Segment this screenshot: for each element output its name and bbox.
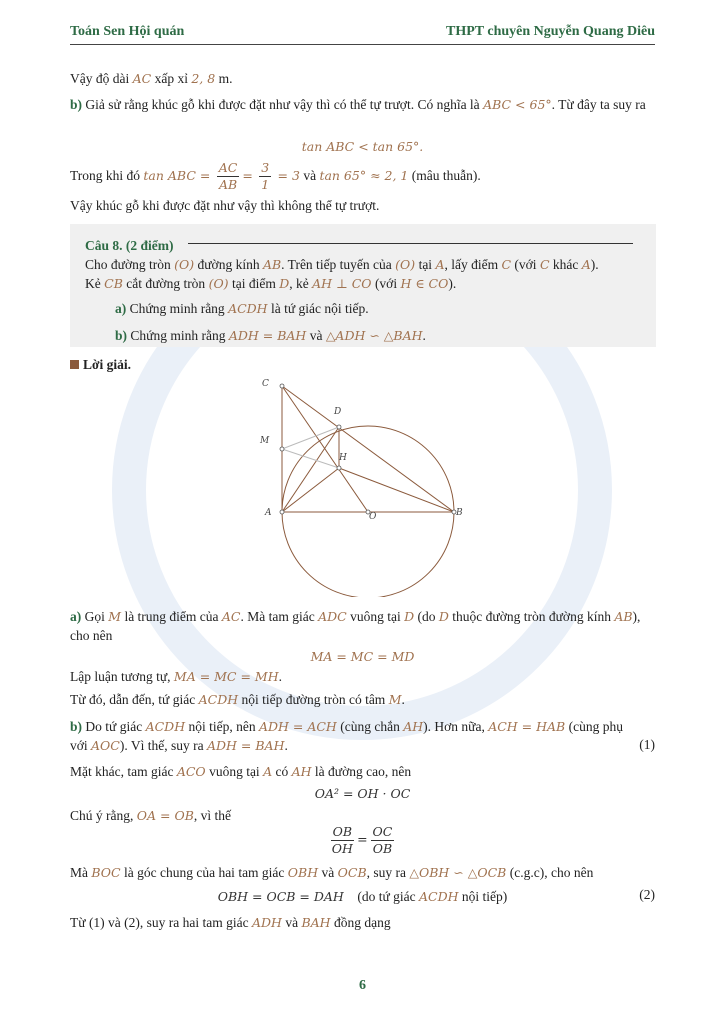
para-conclusion-b: Vậy khúc gỗ khi được đặt như vậy thì không thể tự trượt. <box>70 198 380 213</box>
point-c <box>280 384 284 388</box>
label-a: A <box>265 508 272 518</box>
label-d: D <box>334 407 342 417</box>
equation-ratio: $\frac{OB}{OH}$ = $\frac{OC}{OB}$ <box>331 824 393 856</box>
para-length <box>70 69 655 88</box>
geometry-figure <box>250 372 480 597</box>
solution-part-a: a) Gọi M là trung điểm của AC. Mà tam giác ADC vuông tại D (do D thuộc đường tròn đường kính AB), cho nên <box>70 609 641 643</box>
text: m. <box>215 71 233 86</box>
para-note: Chú ý rằng, OA = OB, vì thế <box>70 808 232 823</box>
numerator: 3 <box>261 160 270 176</box>
solution-square-icon <box>70 360 79 369</box>
denominator: 1 <box>261 177 270 193</box>
equation-tan <box>70 137 655 156</box>
math: tan ABC < tan 65°. <box>301 139 424 154</box>
question-part-b: b) Chứng minh rằng ADH = BAH và △ADH ∽ △BAH. <box>115 328 426 343</box>
denominator: AB <box>218 177 238 193</box>
segment-mh <box>282 449 339 468</box>
equation-number-2: (2) <box>639 887 655 902</box>
segment-hb <box>339 468 454 512</box>
para-part-b <box>70 95 655 114</box>
fraction <box>259 160 271 193</box>
solution-part-b: b) Do tứ giác ACDH nội tiếp, nên ADH = ACH (cùng chắn AH). Hơn nữa, ACH = HAB (cùng phụ với AOC). Vì thế, suy ra ADH = BAH. <box>70 719 623 753</box>
equation-number-1: (1) <box>639 737 655 752</box>
label-b: B <box>456 508 463 518</box>
fraction: $\frac{OC}{OB}$ <box>372 824 393 856</box>
math: = 3 <box>277 168 300 183</box>
numerator: AC <box>218 160 238 176</box>
para-common-angle: Mà BOC là góc chung của hai tam giác OBH và OCB, suy ra △OBH ∽ △OCB (c.g.c), cho nên <box>70 865 594 880</box>
label-c: C <box>262 379 269 389</box>
label-m: M <box>260 436 270 446</box>
text: xấp xỉ <box>151 71 192 86</box>
question-part-a: a) Chứng minh rằng ACDH là tứ giác nội tiếp. <box>115 301 369 316</box>
point-a <box>280 510 284 514</box>
question-content <box>85 236 635 345</box>
text: (mâu thuẫn). <box>408 168 481 183</box>
label-o: O <box>369 512 377 522</box>
text: Vậy độ dài <box>70 71 133 86</box>
text: . Từ đây ta suy ra <box>551 97 646 112</box>
header-right: THPT chuyên Nguyễn Quang Diêu <box>445 24 655 39</box>
para-contradiction <box>70 158 655 194</box>
equation-oa: OA² = OH · OC <box>314 786 411 801</box>
part-label: b) <box>70 97 83 112</box>
fraction: $\frac{OB}{OH}$ <box>331 824 353 856</box>
point-m <box>280 447 284 451</box>
label-h: H <box>339 453 347 463</box>
para-right-triangle: Mặt khác, tam giác ACO vuông tại A có AH là đường cao, nên <box>70 764 412 779</box>
math: 2, 8 <box>191 71 216 86</box>
math: tan 65° ≈ 2, 1 <box>319 168 409 183</box>
math: = <box>242 168 253 183</box>
equation-obh: OBH = OCB = DAH (do tứ giác ACDH nội tiếp) <box>217 889 508 904</box>
fraction <box>217 160 240 193</box>
text: và <box>299 168 320 183</box>
math: ABC < 65° <box>483 97 552 112</box>
point-d <box>337 425 341 429</box>
segment-cb <box>282 386 454 512</box>
text: Giả sử rằng khúc gỗ khi được đặt như vậy thì có thể tự trượt. Có nghĩa là <box>82 97 484 112</box>
math: AC <box>132 71 152 86</box>
point-h <box>337 466 341 470</box>
math: tan ABC = <box>143 168 211 183</box>
segment-ad <box>282 427 339 512</box>
para-final: Từ (1) và (2), suy ra hai tam giác ADH và BAH đồng dạng <box>70 915 391 930</box>
question-line2: Kẻ CB cắt đường tròn (O) tại điểm D, kẻ AH ⊥ CO (với H ∈ CO). <box>85 276 457 291</box>
segment-md <box>282 427 339 449</box>
question-title: Câu 8. (2 điểm) <box>85 238 178 253</box>
page-number: 6 <box>359 978 366 993</box>
equation-ma: MA = MC = MD <box>310 649 415 664</box>
text: Trong khi đó <box>70 168 144 183</box>
question-line1: Cho đường tròn (O) đường kính AB. Trên tiếp tuyến của (O) tại A, lấy điểm C (với C khác A). <box>85 257 599 272</box>
para-similar: Lập luận tương tự, MA = MC = MH. <box>70 669 282 684</box>
header-left: Toán Sen Hội quán <box>70 24 185 39</box>
solution-title-text: Lời giải. <box>83 357 131 372</box>
page-header <box>70 22 655 45</box>
para-cyclic: Từ đó, dẫn đến, tứ giác ACDH nội tiếp đường tròn có tâm M. <box>70 692 405 707</box>
